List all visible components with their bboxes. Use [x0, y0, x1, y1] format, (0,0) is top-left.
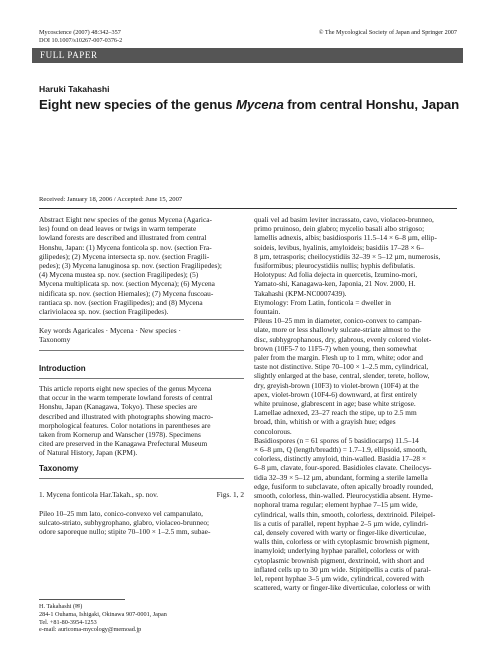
description-line: broad, thin, whitish or with a grayish hue; edges [254, 417, 396, 427]
description-line: lel, repent hyphae 3–5 µm wide, cylindrical, covered with [254, 573, 425, 583]
species-heading [39, 490, 244, 499]
introduction-body [39, 384, 244, 458]
description-line: 6–8 µm, clavate, four-spored. Basidioles clavate. Cheilocys- [254, 463, 432, 473]
diagnosis-line: Pileo 10–25 mm lato, conico-convexo vel campanulato, [39, 509, 203, 518]
description-line: Holotypus: Ad folia dejecta in quercetis, Izumino-mori, [254, 270, 418, 280]
divider [39, 350, 244, 351]
description-line: cylindrical, walls thin, smooth, colorless, dextrinoid. Pileipel- [254, 509, 436, 519]
introduction-line: This article reports eight new species of the genus Mycena [39, 384, 212, 393]
received-dates: Received: January 18, 2006 / Accepted: June 15, 2007 [39, 196, 183, 203]
description-line: nophoral trama regular; element hyphae 7–15 µm wide, [254, 500, 418, 510]
author-name: Haruki Takahashi [39, 84, 110, 94]
abstract-line: Abstract Eight new species of the genus Mycena (Agarica- [39, 215, 212, 224]
abstract-line: Honshu, Japan: (1) Mycena fonticola sp. nov. (section Fra- [39, 242, 212, 252]
abstract-line: (4) Mycena mustea sp. nov. (section Fragilipedes); (5) [39, 270, 199, 280]
contact-line: 284-1 Ouhama, Ishigaki, Okinawa 907-0001, Japan [39, 610, 167, 618]
abstract [39, 215, 244, 316]
description-line: lamellis adnexis, albis; basidiosporis 11.5–14 × 6–8 µm, ellip- [254, 233, 437, 243]
taxonomy-heading: Taxonomy [39, 464, 79, 473]
footnote-divider [39, 599, 125, 600]
description-line: Basidiospores (n = 61 spores of 5 basidiocarps) 11.5–14 [254, 435, 419, 445]
description-line: scattered, warty or finger-like diverticulae, colorless or with [254, 583, 431, 593]
description-line: apex, violet-brown (10F4-6) downward, at first entirely [254, 389, 418, 399]
diagnosis-line: odore saporeque nullo; stipite 70–100 × 1–2.5 mm, subae- [39, 527, 211, 537]
description-line: × 6–8 µm, Q (length/breadth) = 1.7–1.9, ellipsoid, smooth, [254, 445, 427, 455]
abstract-line: Mycena multiplicata sp. nov. (section Mycena); (6) Mycena [39, 279, 215, 289]
description-line: Takahashi (KPM-NC0007439). [254, 288, 347, 298]
introduction-line: taken from Kornerup and Wanscher (1978). Specimens [39, 430, 201, 440]
abstract-line: pedes); (3) Mycena lanuginosa sp. nov. (section Fragilipedes); [39, 261, 222, 271]
abstract-line: nidificata sp. nov. (section Hiemales); (7) Mycena fuscoau- [39, 288, 214, 298]
abstract-line: gilipedes); (2) Mycena intersecta sp. nov. (section Fragili- [39, 251, 210, 261]
introduction-line: Honshu, Japan (Kanagawa, Tokyo). These species are [39, 402, 198, 412]
description-line: Etymology: From Latin, fonticola = dweller in [254, 297, 391, 307]
contact-line: H. Takahashi (✉) [39, 603, 83, 610]
abstract-line: clariviolacea sp. nov. (section Fragilipedes). [39, 307, 169, 317]
description-line: smooth, colorless, thin-walled. Pleurocystidia absent. Hyme- [254, 491, 433, 501]
description-line: slightly enlarged at the base, central, slender, terete, hollow, [254, 371, 430, 381]
description-line: dry, greyish-brown (10F3) to violet-brown (10F4) at the [254, 380, 419, 390]
description-line: quali vel ad basim leviter incrassato, cavo, violaceo-brunneo, [254, 215, 434, 224]
abstract-line: lowland forests are described and illustrated from central [39, 233, 207, 243]
description-line: disc, subhygrophanous, dry, glabrous, evenly colored violet- [254, 334, 432, 344]
figure-reference: Figs. 1, 2 [216, 490, 244, 499]
author-contact [39, 603, 244, 634]
description-line: walls thin, colorless or with cytoplasmic brownish pigment, [254, 537, 430, 547]
journal-citation [39, 29, 122, 45]
description-line: soideis, levibus, hyalinis, amyloideis; basidiis 17–28 × 6– [254, 242, 424, 252]
introduction-line: morphological features. Color notations in parentheses are [39, 420, 211, 430]
divider [39, 319, 244, 320]
title-part-1: Eight new species of the genus [39, 97, 236, 112]
keywords [39, 326, 244, 344]
description-line: fusiformibus; pleurocystidiis nullis; hyphis defibulatis. [254, 261, 415, 271]
description-line: white pruinose, glabrescent in age; base white strigose. [254, 399, 416, 409]
species-name: 1. Mycena fonticola Har.Takah., sp. nov. [39, 490, 159, 499]
copyright-notice: © The Mycological Society of Japan and Springer 2007 [318, 29, 457, 36]
contact-line: e-mail: auricoma-mycology@memoad.jp [39, 626, 142, 634]
description-line: 8 µm, tetrasporis; cheilocystidiis 32–39 × 5–12 µm, numerosis, [254, 251, 441, 261]
description-line: paler from the margin. Flesh up to 1 mm, white; odor and [254, 353, 423, 363]
description-line: taste not distinctive. Stipe 70–100 × 1–2.5 mm, cylindrical, [254, 362, 429, 372]
description-line: tidia 32–39 × 5–12 µm, abundant, forming a sterile lamella [254, 472, 428, 482]
divider [39, 208, 457, 209]
description-line: ulate, more or less shallowly sulcate-striate almost to the [254, 325, 421, 335]
description-line: fountain. [254, 307, 281, 317]
abstract-line: les) found on dead leaves or twigs in warm temperate [39, 224, 197, 234]
journal-line-1: Mycoscience (2007) 48:342–357 [39, 29, 121, 36]
abstract-line: rantiaca sp. nov. (section Fragilipedes); and (8) Mycena [39, 297, 203, 307]
description-line: Yamato-shi, Kanagawa-ken, Japonia, 21 Nov. 2000, H. [254, 279, 416, 289]
description-line: edge, fusiform to subclavate, often apically broadly rounded, [254, 481, 434, 491]
description-line: cytoplasmic brownish pigment, dextrinoid, with short and [254, 555, 425, 565]
description-line: lis a cutis of parallel, repent hyphae 2–5 µm wide, cylindri- [254, 518, 429, 528]
introduction-heading: Introduction [39, 364, 86, 373]
section-banner [32, 48, 463, 63]
introduction-line: described and illustrated with photographs showing macro- [39, 411, 214, 421]
divider [39, 478, 244, 479]
latin-diagnosis [39, 509, 244, 537]
keywords-line: Taxonomy [39, 335, 71, 345]
banner-label: FULL PAPER [40, 50, 98, 60]
description-line: Lamellae adnexed, 23–27 reach the stipe, up to 2.5 mm [254, 408, 417, 418]
description-line: cal, densely covered with warty or finger-like diverticulae, [254, 527, 427, 537]
description-line: Pileus 10–25 mm in diameter, conico-convex to campan- [254, 316, 422, 326]
description-line: colorless, distinctly amyloid, thin-walled. Basidia 17–28 × [254, 454, 427, 464]
introduction-line: of Natural History, Japan (KPM). [39, 448, 138, 458]
introduction-line: cited are preserved in the Kanagawa Prefectural Museum [39, 439, 208, 449]
description-line: inamyloid; underlying hyphae parallel, colorless or with [254, 546, 419, 556]
diagnosis-line: sulcato-striato, subhygrophano, glabro, violaceo-brunneo; [39, 518, 210, 528]
description-line: primo pruinoso, dein glabro; mycelio basali albo strigoso; [254, 224, 425, 234]
contact-line: Tel. +81-80-3954-1253 [39, 618, 97, 626]
keywords-line: Key words Agaricales · Mycena · New species · [39, 326, 181, 335]
introduction-line: that occur in the warm temperate lowland forests of central [39, 393, 213, 403]
divider [39, 378, 244, 379]
description-line: inflated cells up to 30 µm wide. Stipitipellis a cutis of paral- [254, 564, 431, 574]
title-part-2: from central Honshu, Japan [283, 97, 460, 112]
journal-doi: DOI 10.1007/s10267-007-0376-2 [39, 37, 123, 45]
description-line: concolorous. [254, 426, 292, 436]
paper-title [39, 97, 459, 112]
title-genus: Mycena [235, 97, 284, 112]
description-line: brown (10F5-7 to 11F5-7) when young, then somewhat [254, 343, 417, 353]
species-description [254, 215, 460, 592]
